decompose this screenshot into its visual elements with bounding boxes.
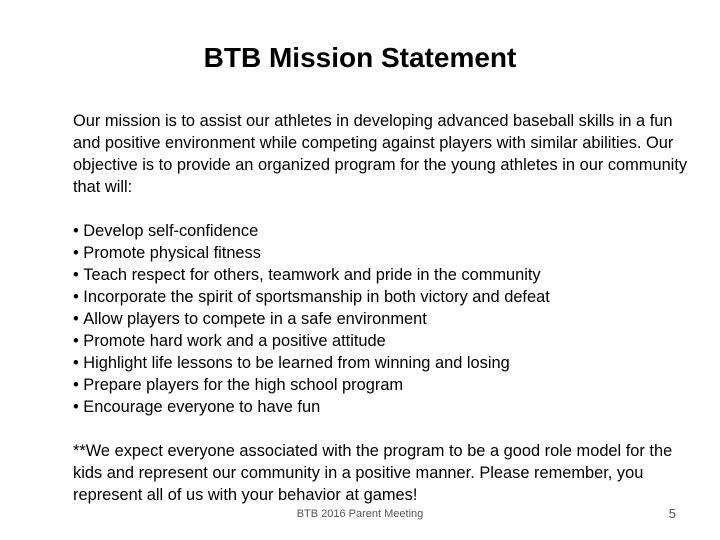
mission-intro: Our mission is to assist our athletes in developing advanced baseball skills in a fun and positive environment while competing against players with similar abilities. Our objective is to provide an organized program for the young athletes in our community that will:	[73, 112, 688, 196]
objective-item: • Promote physical fitness	[73, 242, 693, 264]
objective-item: • Allow players to compete in a safe environment	[73, 308, 693, 330]
objective-item: • Highlight life lessons to be learned from winning and losing	[73, 352, 693, 374]
slide-title: BTB Mission Statement	[203, 42, 517, 73]
objective-item: • Prepare players for the high school program	[73, 374, 693, 396]
closing-note: **We expect everyone associated with the program to be a good role model for the kids and represent our community in a positive manner. Please remember, you represent all of us with your behavior at games!	[73, 442, 673, 504]
objective-item: • Encourage everyone to have fun	[73, 396, 693, 418]
page-number: 5	[668, 506, 676, 521]
objective-item: • Develop self-confidence	[73, 220, 693, 242]
slide-content	[73, 110, 693, 506]
objective-item: • Teach respect for others, teamwork and pride in the community	[73, 264, 693, 286]
objective-item: • Incorporate the spirit of sportsmanship in both victory and defeat	[73, 286, 693, 308]
objectives-list	[73, 220, 693, 418]
objective-item: • Promote hard work and a positive attitude	[73, 330, 693, 352]
footer-text: BTB 2016 Parent Meeting	[296, 508, 424, 520]
